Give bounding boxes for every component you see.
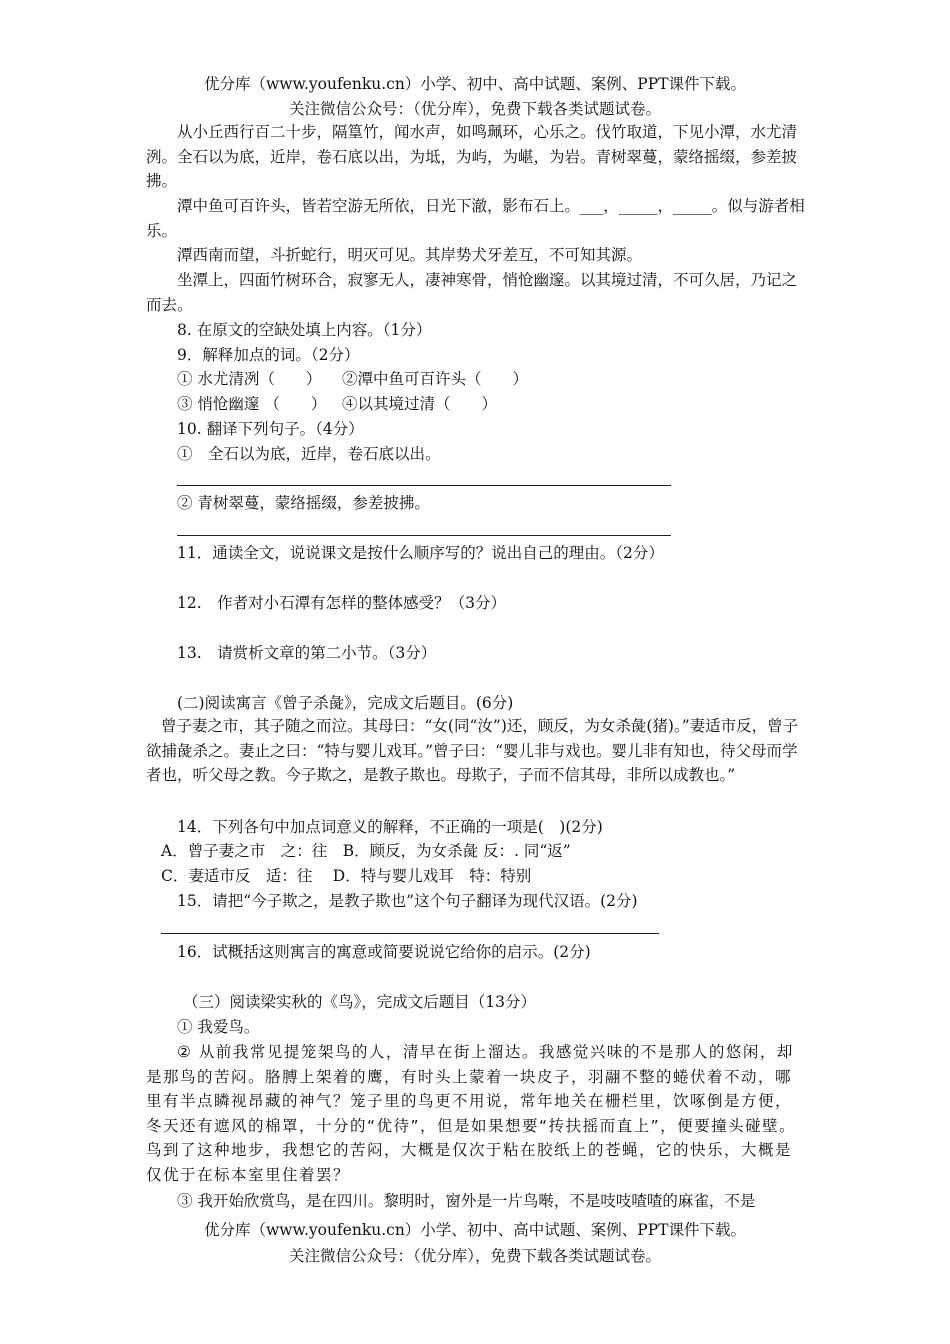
passage-paragraph-3: 潭西南而望，斗折蛇行，明灭可见。其岸势犬牙差互，不可知其源。: [177, 246, 643, 264]
passage-paragraph-1: 从小丘西行百二十步，隔篁竹，闻水声，如鸣珮环，心乐之。伐竹取道，下见小潭，水尤清洌。全石以为底，近岸，卷石底以出，为坻，为屿，为嵁，为岩。青树翠蔓，蒙络摇缀，参差披拂。: [146, 123, 798, 190]
question-9: 9．解释加点的词。（2分）: [177, 346, 360, 364]
question-12: 12. 作者对小石潭有怎样的整体感受？（3分）: [177, 594, 507, 612]
passage-paragraph-4: 坐潭上，四面竹树环合，寂寥无人，凄神寒骨，悄怆幽邃。以其境过清，不可久居，乃记之而去。: [146, 271, 798, 314]
section-3-paragraph-3: ③ 我开始欣赏鸟，是在四川。黎明时，窗外是一片鸟啭，不是吱吱喳喳的麻雀，不是: [177, 1192, 756, 1210]
header-line-1: 优分库（www.youfenku.cn）小学、初中、高中试题、案例、PPT课件下载。: [203, 75, 747, 93]
question-9c: ③ 悄怆幽邃 （ ）: [177, 395, 327, 413]
question-14: 14．下列各句中加点词意义的解释，不正确的一项是( )(2分): [177, 818, 603, 836]
question-15: 15．请把“今子欺之，是教子欺也”这个句子翻译为现代汉语。(2分): [177, 892, 638, 910]
question-10b: ② 青树翠蔓，蒙络摇缀，参差披拂。: [177, 494, 430, 512]
answer-line[interactable]: [177, 485, 671, 486]
passage-paragraph-2: 潭中鱼可百许头，皆若空游无所依，日光下澈，影布石上。___，_____，_____。似与游者相乐。: [146, 197, 805, 240]
section-3-paragraph-1: ① 我爱鸟。: [177, 1018, 260, 1036]
question-8: 8. 在原文的空缺处填上内容。（1分）: [177, 321, 432, 339]
section-2-text: 曾子妻之市，其子随之而泣。其母曰：“女(同“汝”)还，顾反，为女杀彘(猪)。”妻适市反，曾子欲捕彘杀之。妻止之曰：“特与婴儿戏耳。”曾子曰：“婴儿非与戏也。婴儿非有知也，待父母而学者也，听父母之教。今子欺之，是教子欺也。母欺子，子而不信其母，非所以成教也。”: [146, 717, 799, 784]
question-13: 13. 请赏析文章的第二小节。（3分）: [177, 644, 437, 662]
question-10a: ① 全石以为底，近岸，卷石底以出。: [177, 445, 441, 463]
header-line-2: 关注微信公众号：（优分库），免费下载各类试题试卷。: [288, 100, 661, 118]
question-14-options-cd: C．妻适市反 适：往 D．特与婴儿戏耳 特：特别: [161, 867, 532, 885]
question-9a: ① 水尤清冽（ ）: [177, 370, 322, 388]
footer-line-1: 优分库（www.youfenku.cn）小学、初中、高中试题、案例、PPT课件下载。: [203, 1221, 747, 1239]
answer-line[interactable]: [161, 933, 659, 934]
question-14-options-ab: A．曾子妻之市 之：往 B．顾反，为女杀彘 反：. 同“返”: [161, 842, 571, 860]
question-10: 10. 翻译下列句子。（4分）: [177, 420, 364, 438]
question-9b: ②潭中鱼可百许头（ ）: [342, 370, 529, 388]
section-3-title: （三）阅读梁实秋的《鸟》，完成文后题目（13分）: [183, 993, 536, 1011]
answer-line[interactable]: [177, 535, 671, 536]
footer-line-2: 关注微信公众号：（优分库），免费下载各类试题试卷。: [288, 1247, 661, 1265]
section-2-title: (二)阅读寓言《曾子杀彘》，完成文后题目。(6分): [177, 694, 514, 712]
question-9d: ④以其境过清（ ）: [342, 395, 498, 413]
section-3-paragraph-2: ② 从前我常见提笼架鸟的人，清早在街上溜达。我感觉兴味的不是那人的悠闲，却是那鸟的苦闷。胳膊上架着的鹰，有时头上蒙着一块皮子，羽翮不整的蜷伏着不动，哪里有半点瞵视昂藏的神气？笼子里的鸟更不用说，常年地关在栅栏里，饮啄倒是方便，冬天还有遮风的棉罩，十分的“优待”，但是如果想要“抟扶摇而直上”，便要撞头碰壁。鸟到了这种地步，我想它的苦闷，大概是仅次于粘在胶纸上的苍蝇，它的快乐，大概是仅优于在标本室里住着罢？: [146, 1043, 797, 1184]
question-16: 16．试概括这则寓言的寓意或简要说说它给你的启示。(2分): [177, 943, 591, 961]
question-11: 11．通读全文，说说课文是按什么顺序写的？说出自己的理由。（2分）: [177, 544, 664, 562]
